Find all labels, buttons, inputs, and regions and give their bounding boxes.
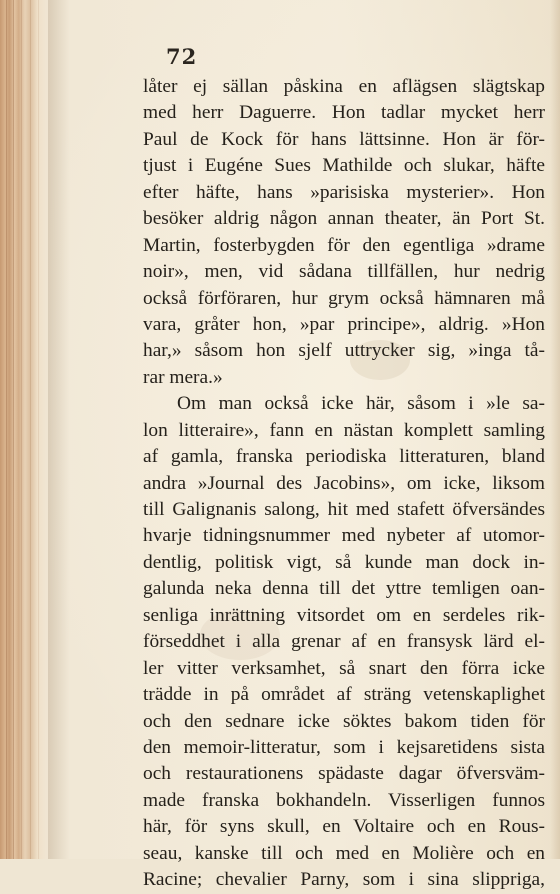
- text-line: af gamla, franska periodiska litteraturen, bland: [143, 446, 545, 468]
- text-line: lon litteraire», fann en nästan komplett samling: [143, 419, 545, 441]
- text-line: Martin, fosterbygden för den egentliga »drame: [143, 234, 545, 256]
- text-line: made franska bokhandeln. Visserligen funnos: [143, 789, 545, 811]
- text-line: andra »Journal des Jacobins», om icke, liksom: [143, 472, 545, 494]
- text-line: trädde in på området af sträng vetenskaplighet: [143, 684, 545, 706]
- text-line: tjust i Eugéne Sues Mathilde och slukar, häfte: [143, 155, 545, 177]
- fold-shadow: [48, 0, 70, 859]
- text-line: rar mera.»: [143, 366, 223, 388]
- text-line: galunda neka denna till det yttre temligen oan-: [143, 578, 545, 600]
- text-line: den memoir-litteratur, som i kejsaretidens sista: [143, 736, 545, 758]
- text-line: och restaurationens spädaste dagar öfversväm-: [143, 763, 545, 785]
- page-number: 72: [166, 44, 198, 69]
- text-line: vara, gråter hon, »par principe», aldrig. »Hon: [143, 313, 545, 335]
- text-line: med herr Daguerre. Hon tadlar mycket herr: [143, 102, 545, 124]
- body-text: [143, 74, 545, 894]
- page-edge: [550, 0, 560, 859]
- text-line: låter ej sällan påskina en aflägsen slägtskap: [143, 76, 545, 97]
- text-line: ler vitter verksamhet, så snart den förra icke: [143, 657, 545, 679]
- text-line: besöker aldrig någon annan theater, än Port St.: [143, 208, 545, 230]
- text-line: senliga inrättning vitsordet om en serdeles rik-: [143, 604, 545, 626]
- text-line: här, för syns skull, en Voltaire och en Rous-: [143, 816, 545, 838]
- text-line: till Galignanis salong, hit med stafett öfversändes: [143, 499, 545, 520]
- text-line: Paul de Kock för hans lättsinne. Hon är för-: [143, 128, 545, 150]
- text-line: efter häfte, hans »parisiska mysterier». Hon: [143, 181, 545, 203]
- text-line: och den sednare icke söktes bakom tiden för: [143, 710, 545, 732]
- text-line: noir», men, vid sådana tillfällen, hur nedrig: [143, 261, 545, 283]
- text-line: förseddhet i alla grenar af en fransysk lärd el-: [143, 631, 545, 653]
- binding-gutter: [0, 0, 52, 859]
- text-line: Racine; chevalier Parny, som i sina slippriga,: [143, 869, 545, 891]
- text-line: seau, kanske till och med en Molière och en: [143, 842, 545, 864]
- text-line: också förföraren, hur grym också hämnaren må: [143, 287, 545, 309]
- text-line: Om man också icke här, såsom i »le sa-: [177, 393, 545, 415]
- text-line: dentlig, politisk vigt, så kunde man dock in-: [143, 551, 545, 573]
- text-line: hvarje tidningsnummer med nybeter af utomor-: [143, 525, 545, 547]
- text-line: har,» såsom hon sjelf uttrycker sig, »inga tå-: [143, 340, 545, 362]
